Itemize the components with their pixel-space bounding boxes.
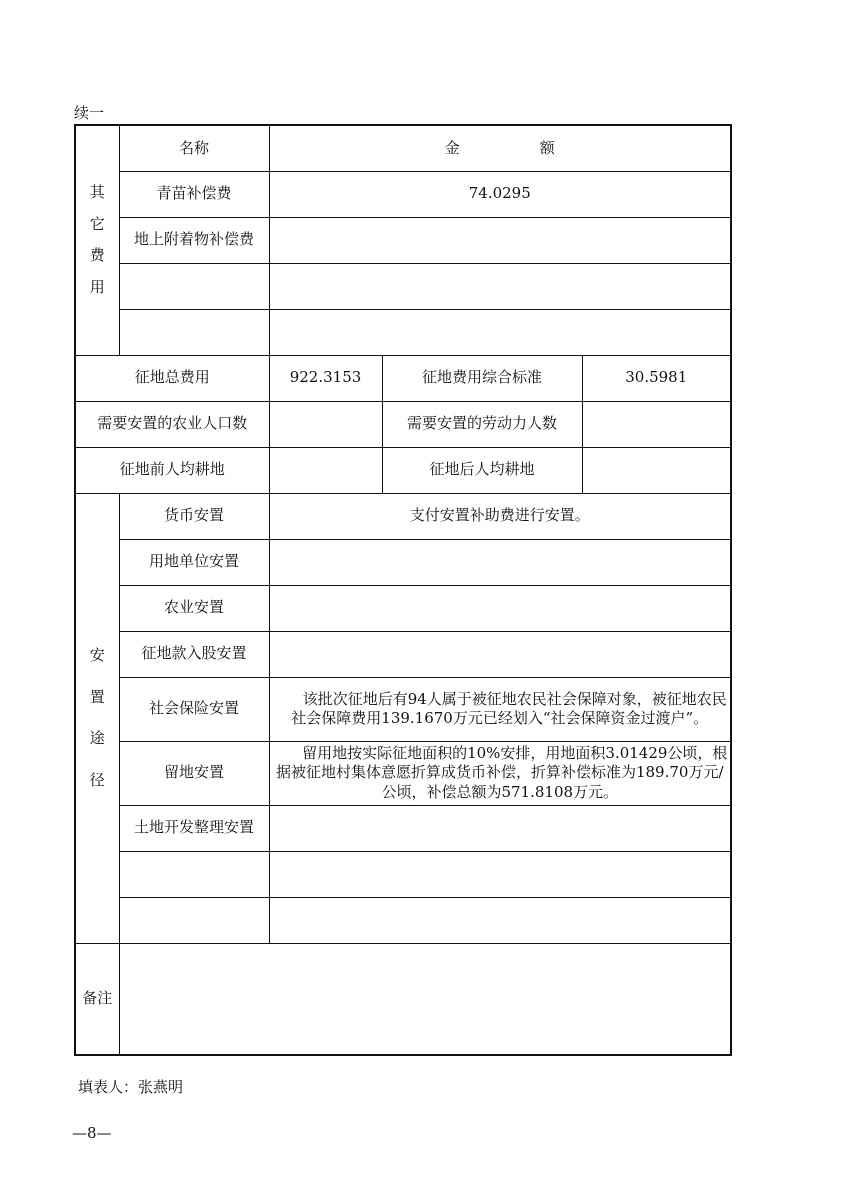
- resettlement-content: [269, 851, 731, 897]
- farmland-after-value: [582, 447, 731, 493]
- resettlement-name: [119, 897, 269, 943]
- other-cost-amount: [269, 309, 731, 355]
- resettlement-name: 社会保险安置: [119, 677, 269, 741]
- summary-row-population: [75, 401, 731, 447]
- resettlement-row: [75, 493, 731, 539]
- other-cost-row: [75, 217, 731, 263]
- resettlement-row: [75, 897, 731, 943]
- resettlement-name: 留地安置: [119, 741, 269, 805]
- resettlement-row: [75, 631, 731, 677]
- other-cost-amount: [269, 263, 731, 309]
- resettlement-content: 支付安置补助费进行安置。: [269, 493, 731, 539]
- resettlement-content: 留用地按实际征地面积的10%安排，用地面积3.01429公顷，根据被征地村集体意愿折算成货币补偿，折算补偿标准为189.70万元/公顷，补偿总额为571.8108万元。: [269, 741, 731, 805]
- summary-row-farmland: [75, 447, 731, 493]
- other-cost-name: 地上附着物补偿费: [119, 217, 269, 263]
- page-number: —8—: [72, 1124, 112, 1142]
- other-cost-name: [119, 309, 269, 355]
- remarks-label: 备注: [75, 943, 119, 1055]
- farm-population-label: 需要安置的农业人口数: [75, 401, 269, 447]
- farm-population-value: [269, 401, 382, 447]
- resettlement-content: [269, 897, 731, 943]
- resettlement-name: [119, 851, 269, 897]
- labor-count-label: 需要安置的劳动力人数: [382, 401, 582, 447]
- resettlement-row: [75, 677, 731, 741]
- other-cost-row: [75, 171, 731, 217]
- other-cost-amount: [269, 217, 731, 263]
- remarks-row: [75, 943, 731, 1055]
- resettlement-content: [269, 585, 731, 631]
- resettlement-content: 该批次征地后有94人属于被征地农民社会保障对象，被征地农民社会保障费用139.1670万元已经划入“社会保障资金过渡户”。: [269, 677, 731, 741]
- other-cost-name: 青苗补偿费: [119, 171, 269, 217]
- header-name: 名称: [119, 125, 269, 171]
- other-cost-row: [75, 263, 731, 309]
- resettlement-name: 货币安置: [119, 493, 269, 539]
- resettlement-section-label: 安 置 途 径: [75, 493, 119, 943]
- other-cost-name: [119, 263, 269, 309]
- other-cost-row: [75, 309, 731, 355]
- resettlement-content: [269, 539, 731, 585]
- resettlement-name: 征地款入股安置: [119, 631, 269, 677]
- cost-standard-value: 30.5981: [582, 355, 731, 401]
- cost-standard-label: 征地费用综合标准: [382, 355, 582, 401]
- resettlement-name: 农业安置: [119, 585, 269, 631]
- form-filler: 填表人：张燕明: [78, 1078, 184, 1096]
- resettlement-content: [269, 631, 731, 677]
- other-costs-header-row: [75, 125, 731, 171]
- remarks-content: [119, 943, 731, 1055]
- resettlement-row: [75, 805, 731, 851]
- total-cost-label: 征地总费用: [75, 355, 269, 401]
- continued-label: 续一: [74, 104, 105, 122]
- resettlement-row: [75, 741, 731, 805]
- resettlement-name: 用地单位安置: [119, 539, 269, 585]
- farmland-before-label: 征地前人均耕地: [75, 447, 269, 493]
- header-amount: 金 额: [269, 125, 731, 171]
- resettlement-row: [75, 539, 731, 585]
- farmland-before-value: [269, 447, 382, 493]
- farmland-after-label: 征地后人均耕地: [382, 447, 582, 493]
- total-cost-value: 922.3153: [269, 355, 382, 401]
- land-requisition-form: [74, 124, 732, 1056]
- other-cost-amount: 74.0295: [269, 171, 731, 217]
- resettlement-row: [75, 851, 731, 897]
- other-costs-section-label: 其 它 费 用: [75, 125, 119, 355]
- summary-row-total: [75, 355, 731, 401]
- resettlement-content: [269, 805, 731, 851]
- resettlement-row: [75, 585, 731, 631]
- labor-count-value: [582, 401, 731, 447]
- resettlement-name: 土地开发整理安置: [119, 805, 269, 851]
